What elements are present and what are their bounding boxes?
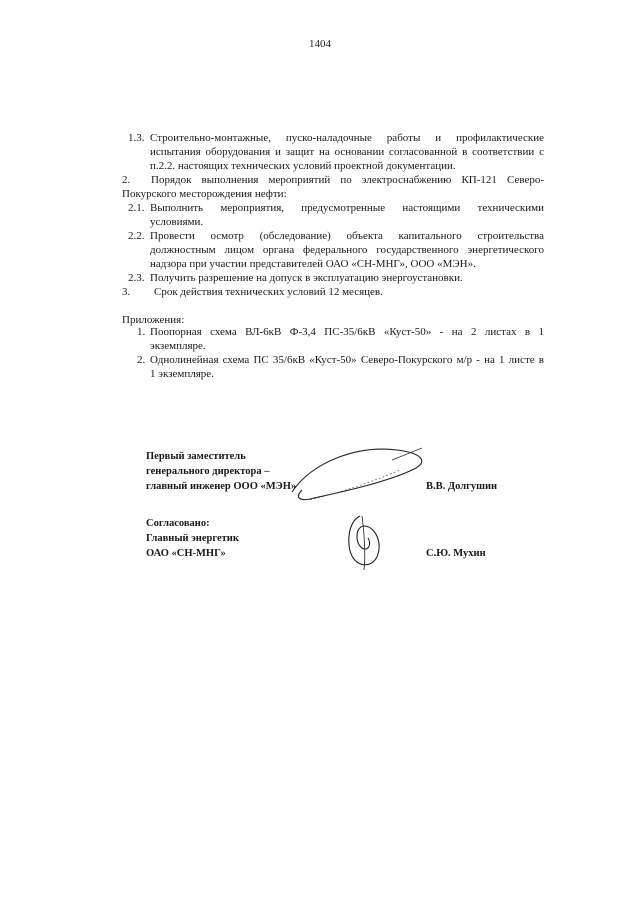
signatory-1-title-line-1: Первый заместитель (146, 451, 246, 462)
item-2-1-number: 2.1. (128, 202, 145, 214)
item-2-2-line-2: должностным лицом органа федерального государственного энергетического (150, 244, 544, 256)
item-2-3-number: 2.3. (128, 272, 145, 284)
signatory-1-title-line-3: главный инженер ООО «МЭН» (146, 481, 297, 492)
item-1-3-line-1: Строительно-монтажные, пуско-наладочные работы и профилактические (150, 132, 544, 144)
signatory-1-title-line-2: генерального директора – (146, 466, 270, 477)
item-2-2-line-3: надзора при участии представителей ОАО «СН-МНГ», ООО «МЭН». (150, 258, 476, 270)
attachment-1-line-2: экземпляре. (150, 340, 206, 352)
page-number: 1404 (309, 38, 331, 50)
attachment-2-number: 2. (137, 354, 146, 366)
item-2-3-line-1: Получить разрешение на допуск в эксплуатацию энергоустановки. (150, 272, 463, 284)
item-2-number: 2. (122, 174, 131, 186)
signature-2-handwritten (344, 512, 384, 572)
item-1-3-line-2: испытания оборудования и защит на основании согласованной в соответствии с (150, 146, 544, 158)
item-3-number: 3. (122, 286, 131, 298)
item-2-1-line-2: условиями. (150, 216, 204, 228)
signatory-2-title-line-3: ОАО «СН-МНГ» (146, 548, 226, 559)
attachment-2-line-2: 1 экземпляре. (150, 368, 214, 380)
item-1-3-number: 1.3. (128, 132, 145, 144)
attachment-2-line-1: Однолинейная схема ПС 35/6кВ «Куст-50» Северо-Покурского м/р - на 1 листе в (150, 354, 544, 366)
item-2-1-line-1: Выполнить мероприятия, предусмотренные настоящими техническими (150, 202, 544, 214)
signatory-2-title-line-2: Главный энергетик (146, 533, 239, 544)
item-2-2-line-1: Провести осмотр (обследование) объекта капитального строительства (150, 230, 544, 242)
signatory-1-name: В.В. Долгушин (426, 481, 498, 492)
signatory-2-name: С.Ю. Мухин (426, 548, 486, 559)
attachment-1-line-1: Поопорная схема ВЛ-6кВ Ф-3,4 ПС-35/6кВ «Куст-50» - на 2 листах в 1 (150, 326, 544, 338)
attachments-heading: Приложения: (122, 314, 185, 326)
item-1-3-line-3: п.2.2. настоящих технических условий проектной документации. (150, 160, 456, 172)
item-2-line-2: Покурского месторождения нефти: (122, 188, 287, 200)
signature-1-handwritten (272, 440, 432, 510)
item-2-2-number: 2.2. (128, 230, 145, 242)
item-2-line-1: Порядок выполнения мероприятий по электроснабжению КП-121 Северо- (151, 174, 544, 186)
attachment-1-number: 1. (137, 326, 146, 338)
item-3-line-1: Срок действия технических условий 12 месяцев. (154, 286, 383, 298)
signatory-2-title-line-1: Согласовано: (146, 518, 210, 529)
